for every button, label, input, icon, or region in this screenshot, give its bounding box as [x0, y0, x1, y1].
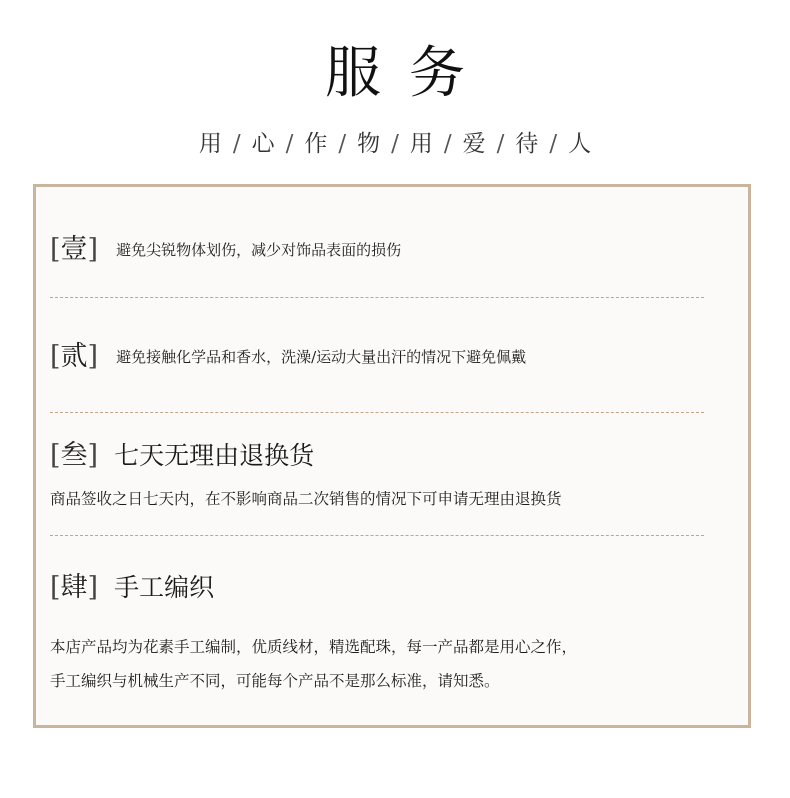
service-item-4	[50, 568, 740, 698]
subtitle-separator: /	[338, 131, 347, 157]
item-description-line-2: 手工编织与机械生产不同，可能每个产品不是那么标准，请知悉。	[50, 672, 500, 690]
item-description: 商品签收之日七天内，在不影响商品二次销售的情况下可申请无理由退换货	[50, 490, 562, 508]
item-description: 避免接触化学品和香水，洗澡/运动大量出汗的情况下避免佩戴	[116, 348, 527, 366]
page-title: 服务	[325, 41, 493, 106]
subtitle-char: 人	[568, 131, 592, 157]
item-number: 叁	[60, 440, 88, 471]
item-number: 壹	[60, 234, 88, 265]
bracket-close: ]	[87, 572, 99, 603]
item-number: 贰	[60, 341, 88, 372]
service-item-3	[50, 436, 740, 516]
subtitle-separator: /	[232, 131, 241, 157]
service-item-1	[50, 230, 740, 270]
subtitle-char: 用	[409, 131, 433, 157]
item-heading: 手工编织	[114, 573, 215, 602]
item-heading: 七天无理由退换货	[114, 441, 315, 470]
subtitle-char: 爱	[462, 131, 486, 157]
service-panel	[33, 184, 751, 728]
item-number-badge	[50, 230, 98, 270]
bracket-open: [	[50, 572, 61, 603]
subtitle-char: 待	[515, 131, 539, 157]
item-number-badge	[50, 337, 98, 377]
dashed-divider	[50, 535, 704, 536]
subtitle-separator: /	[549, 131, 558, 157]
page-subtitle	[0, 128, 790, 160]
subtitle-separator: /	[285, 131, 294, 157]
dashed-divider	[50, 412, 704, 413]
subtitle-char: 作	[304, 131, 328, 157]
bracket-open: [	[50, 341, 61, 372]
subtitle-separator: /	[443, 131, 452, 157]
item-number: 肆	[60, 572, 88, 603]
bracket-close: ]	[87, 440, 99, 471]
item-number-badge	[50, 436, 98, 476]
bracket-close: ]	[87, 341, 99, 372]
bracket-close: ]	[87, 234, 99, 265]
dashed-divider	[50, 297, 704, 298]
item-number-badge	[50, 568, 98, 608]
subtitle-separator: /	[496, 131, 505, 157]
item-description: 避免尖锐物体划伤，减少对饰品表面的损伤	[116, 241, 402, 259]
subtitle-char: 物	[357, 131, 381, 157]
service-item-2	[50, 337, 740, 377]
subtitle-char: 用	[198, 131, 222, 157]
bracket-open: [	[50, 234, 61, 265]
bracket-open: [	[50, 440, 61, 471]
subtitle-char: 心	[251, 131, 275, 157]
subtitle-separator: /	[391, 131, 399, 157]
item-description-line-1: 本店产品均为花素手工编制，优质线材，精选配珠，每一产品都是用心之作，	[50, 638, 578, 656]
